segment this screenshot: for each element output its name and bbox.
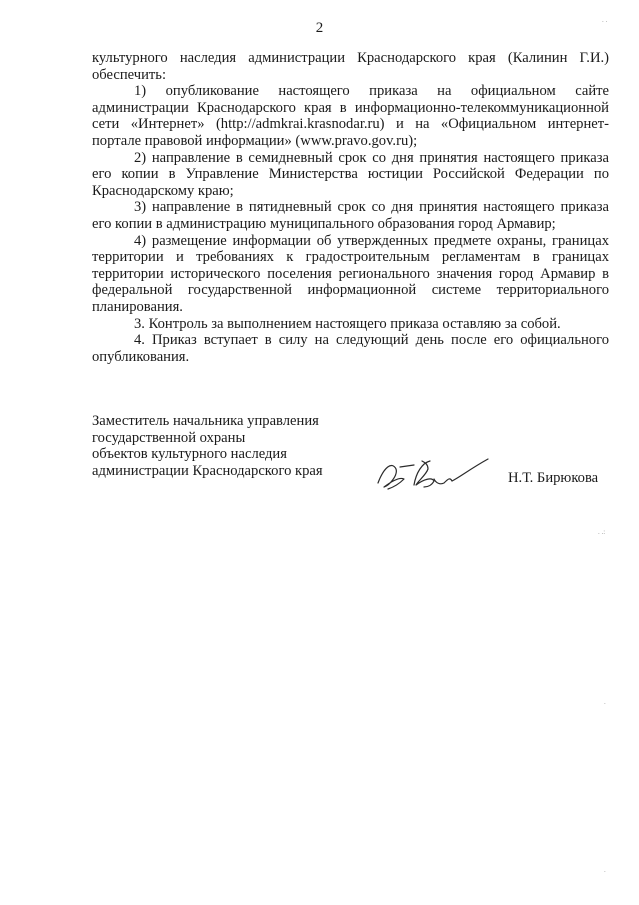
handwritten-signature xyxy=(370,455,500,495)
scan-speck: . xyxy=(604,698,606,706)
paragraph-item-1: 1) опубликование настоящего приказа на официальном сайте администрации Краснодарского края в информационно-телекоммуникационной сети «Интернет» (http://admkrai.krasnodar.ru) и на «Официальном интернет-портале правовой информации» (www.pravo.gov.ru); xyxy=(92,83,609,149)
signatory-position xyxy=(92,413,372,479)
paragraph-item-3: 3) направление в пятидневный срок со дня принятия настоящего приказа его копии в администрацию муниципального образования город Армавир; xyxy=(92,199,609,232)
document-body xyxy=(92,50,609,365)
signatory-position-line: Заместитель начальника управления xyxy=(92,413,319,429)
scan-speck: . .: xyxy=(598,528,606,536)
signatory-position-line: администрации Краснодарского края xyxy=(92,462,323,479)
scan-speck: . xyxy=(604,866,606,874)
signatory-position-line: государственной охраны xyxy=(92,429,246,446)
page-number: 2 xyxy=(315,20,324,36)
paragraph-control: 3. Контроль за выполнением настоящего приказа оставляю за собой. xyxy=(134,315,561,332)
signatory-name: Н.Т. Бирюкова xyxy=(508,470,599,486)
paragraph-intro: культурного наследия администрации Краснодарского края (Калинин Г.И.) обеспечить: xyxy=(92,50,609,83)
paragraph-effective: 4. Приказ вступает в силу на следующий день после его официального опубликования. xyxy=(92,332,609,365)
paragraph-item-2: 2) направление в семидневный срок со дня принятия настоящего приказа его копии в Управление Министерства юстиции Российской Федерации по Краснодарскому краю; xyxy=(92,149,609,199)
paragraph-item-4: 4) размещение информации об утвержденных предмете охраны, границах территории и требованиях к градостроительным регламентам в границах территории исторического поселения регионального значения город Армавир в федеральной государственной информационной системе территориального планирования. xyxy=(92,232,609,315)
signature-block xyxy=(92,413,609,486)
signatory-position-line: объектов культурного наследия xyxy=(92,446,287,463)
scan-speck: . . xyxy=(602,16,608,24)
